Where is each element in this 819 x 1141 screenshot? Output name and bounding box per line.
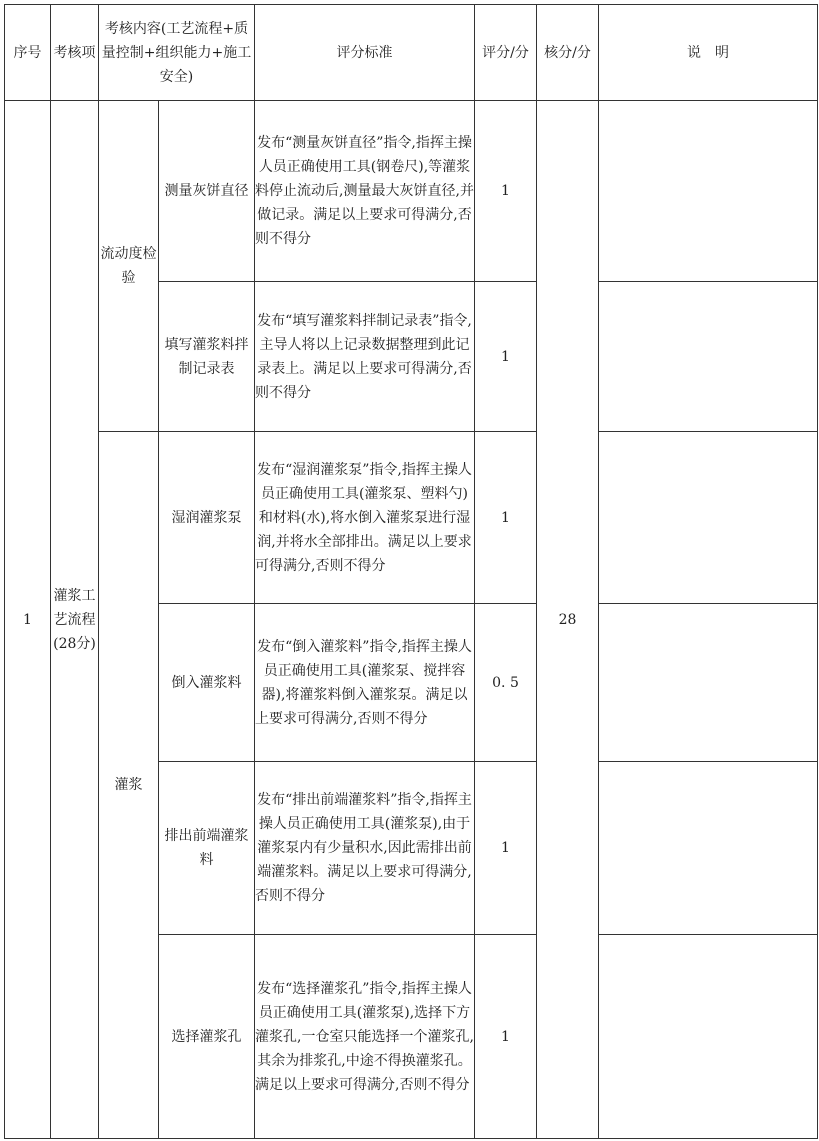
score-value: 1 [475, 101, 537, 282]
score-value: 1 [475, 762, 537, 935]
header-score: 评分/分 [475, 5, 537, 101]
criterion-text: 发布“排出前端灌浆料”指令,指挥主操人员正确使用工具(灌浆泵),由于灌浆泵内有少量积水,因此需排出前端灌浆料。满足以上要求可得满分,否则不得分 [255, 762, 475, 935]
header-seq: 序号 [5, 5, 51, 101]
check-total: 28 [537, 101, 599, 1139]
scoring-table [4, 4, 818, 1139]
score-value: 1 [475, 935, 537, 1139]
criterion-text: 发布“湿润灌浆泵”指令,指挥主操人员正确使用工具(灌浆泵、塑料勺)和材料(水),将水倒入灌浆泵进行湿润,并将水全部排出。满足以上要求可得满分,否则不得分 [255, 432, 475, 604]
score-value: 1 [475, 432, 537, 604]
header-criteria: 评分标准 [255, 5, 475, 101]
criterion-text: 发布“倒入灌浆料”指令,指挥主操人员正确使用工具(灌浆泵、搅拌容器),将灌浆料倒入灌浆泵。满足以上要求可得满分,否则不得分 [255, 604, 475, 762]
section-item-name: 灌浆工艺流程(28分) [51, 101, 99, 1139]
group-name: 流动度检验 [99, 101, 159, 432]
criterion-text: 发布“测量灰饼直径”指令,指挥主操人员正确使用工具(钢卷尺),等灌浆料停止流动后,测量最大灰饼直径,并做记录。满足以上要求可得满分,否则不得分 [255, 101, 475, 282]
note-cell [599, 935, 818, 1139]
task-name: 填写灌浆料拌制记录表 [159, 282, 255, 432]
section-seq: 1 [5, 101, 51, 1139]
note-cell [599, 101, 818, 282]
header-row [5, 5, 818, 101]
note-cell [599, 762, 818, 935]
header-notes: 说 明 [599, 5, 818, 101]
group-name: 灌浆 [99, 432, 159, 1139]
note-cell [599, 282, 818, 432]
task-name: 湿润灌浆泵 [159, 432, 255, 604]
task-name: 测量灰饼直径 [159, 101, 255, 282]
header-check: 核分/分 [537, 5, 599, 101]
task-name: 排出前端灌浆料 [159, 762, 255, 935]
score-value: 1 [475, 282, 537, 432]
task-name: 选择灌浆孔 [159, 935, 255, 1139]
table-row [5, 432, 818, 604]
note-cell [599, 604, 818, 762]
header-item: 考核项 [51, 5, 99, 101]
criterion-text: 发布“填写灌浆料拌制记录表”指令,主导人将以上记录数据整理到此记录表上。满足以上要求可得满分,否则不得分 [255, 282, 475, 432]
header-content: 考核内容(工艺流程+质量控制+组织能力+施工安全) [99, 5, 255, 101]
note-cell [599, 432, 818, 604]
score-value: 0. 5 [475, 604, 537, 762]
task-name: 倒入灌浆料 [159, 604, 255, 762]
criterion-text: 发布“选择灌浆孔”指令,指挥主操人员正确使用工具(灌浆泵),选择下方灌浆孔,一仓室只能选择一个灌浆孔,其余为排浆孔,中途不得换灌浆孔。满足以上要求可得满分,否则不得分 [255, 935, 475, 1139]
table-row [5, 101, 818, 282]
